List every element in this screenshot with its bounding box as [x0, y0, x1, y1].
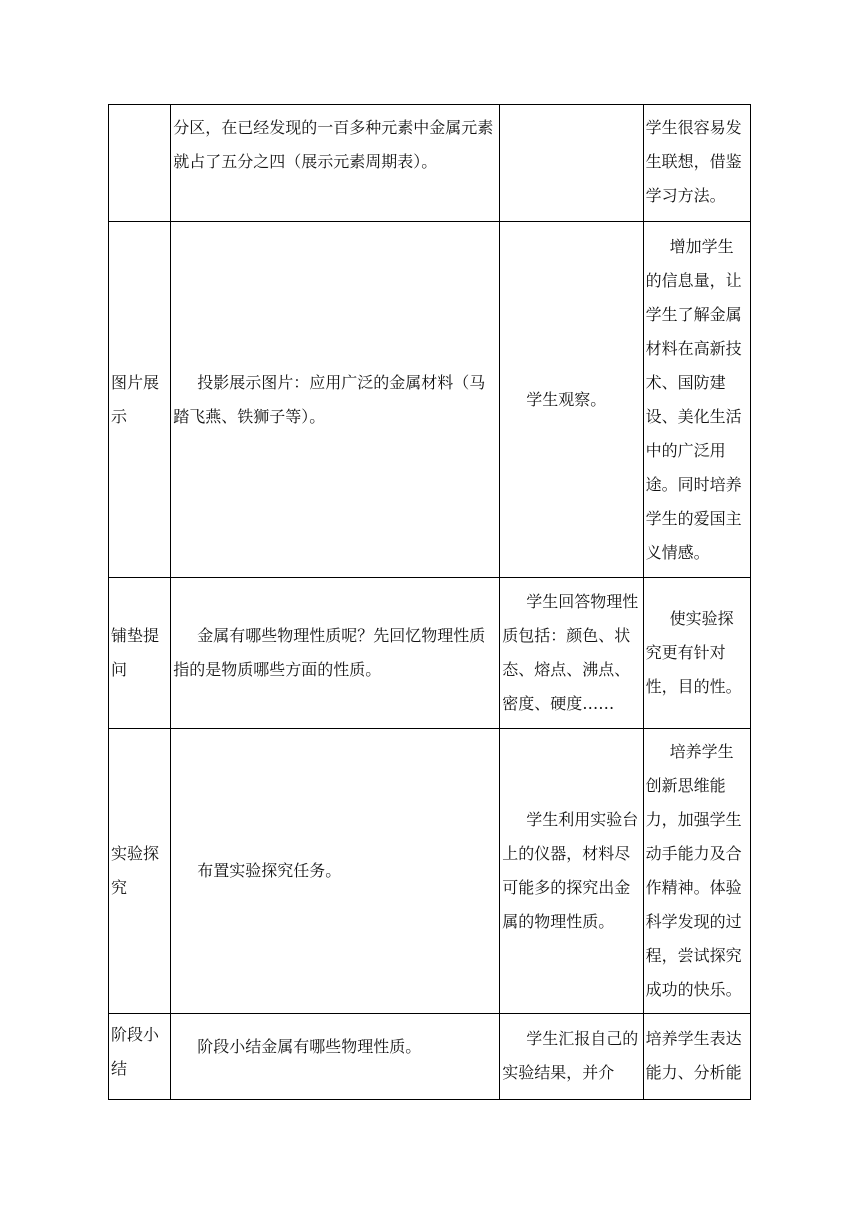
table-row: [109, 729, 751, 1014]
stage-cell: 图片展示: [109, 222, 171, 578]
student-activity-cell: 学生观察。: [500, 222, 643, 578]
stage-cell: 实验探究: [109, 729, 171, 1014]
teacher-activity-cell: 金属有哪些物理性质呢？先回忆物理性质指的是物质哪些方面的性质。: [171, 578, 500, 729]
stage-cell: [109, 105, 171, 222]
student-activity-cell: [500, 105, 643, 222]
table-row: [109, 105, 751, 222]
teacher-activity-cell: 阶段小结金属有哪些物理性质。: [171, 1014, 500, 1100]
stage-cell: 铺垫提问: [109, 578, 171, 729]
teacher-activity-cell: 投影展示图片：应用广泛的金属材料（马踏飞燕、铁狮子等）。: [171, 222, 500, 578]
student-activity-cell: 学生利用实验台上的仪器，材料尽可能多的探究出金属的物理性质。: [500, 729, 643, 1014]
table-row: [109, 222, 751, 578]
teacher-activity-cell: 布置实验探究任务。: [171, 729, 500, 1014]
design-intent-cell: 使实验探究更有针对性，目的性。: [643, 578, 750, 729]
design-intent-cell: 培养学生表达能力、分析能: [643, 1014, 750, 1100]
teacher-activity-cell: 分区，在已经发现的一百多种元素中金属元素就占了五分之四（展示元素周期表）。: [171, 105, 500, 222]
lesson-plan-table: [108, 104, 751, 1100]
design-intent-cell: 增加学生的信息量，让学生了解金属材料在高新技术、国防建设、美化生活中的广泛用途。同时培养学生的爱国主义情感。: [643, 222, 750, 578]
table-row: [109, 578, 751, 729]
design-intent-cell: 培养学生创新思维能力，加强学生动手能力及合作精神。体验科学发现的过程，尝试探究成功的快乐。: [643, 729, 750, 1014]
design-intent-cell: 学生很容易发生联想，借鉴学习方法。: [643, 105, 750, 222]
table-row: [109, 1014, 751, 1100]
stage-cell: 阶段小结: [109, 1014, 171, 1100]
student-activity-cell: 学生汇报自己的实验结果，并介: [500, 1014, 643, 1100]
student-activity-cell: 学生回答物理性质包括：颜色、状态、熔点、沸点、密度、硬度……: [500, 578, 643, 729]
